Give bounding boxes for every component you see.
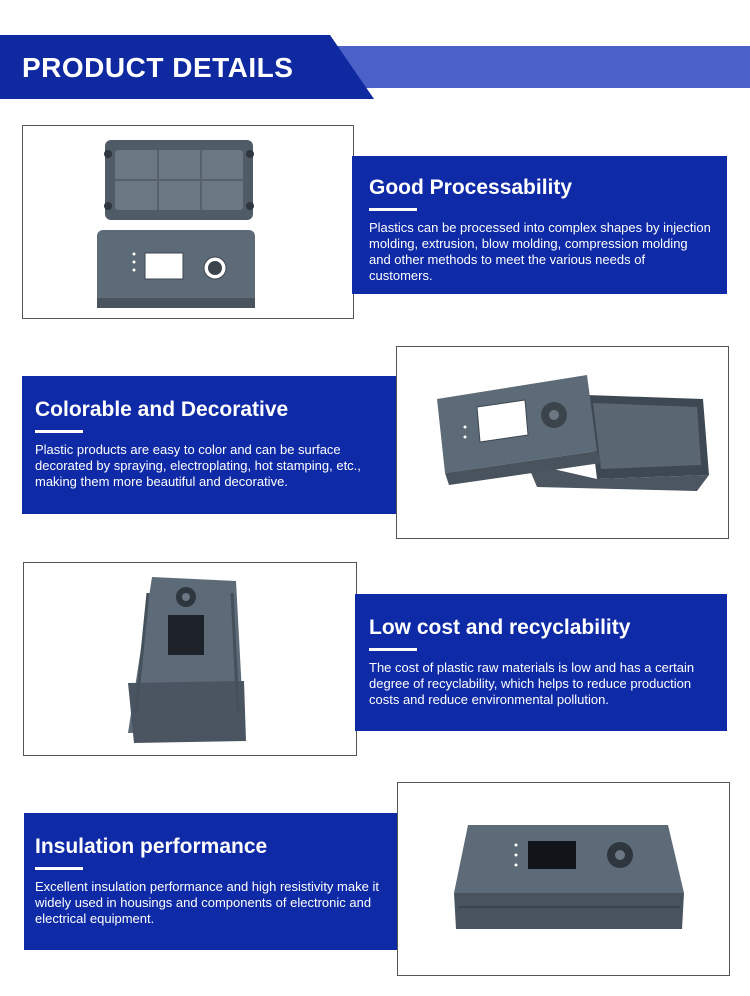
product-photo-open-enclosure (22, 125, 354, 319)
feature-description: Plastics can be processed into complex shapes by injection molding, extrusion, blow molding, compression molding and other methods to meet the various needs of customers. (369, 220, 711, 283)
title-underline (369, 208, 417, 211)
page-title: PRODUCT DETAILS (22, 52, 294, 83)
feature-card-low-cost (355, 594, 727, 731)
feature-description: Excellent insulation performance and high resistivity make it widely used in housings and components of electronic and electrical equipment. (35, 879, 379, 926)
title-underline (35, 430, 83, 433)
feature-card-insulation (24, 813, 397, 950)
product-photo-side-enclosure (23, 562, 357, 756)
product-photo-closed-enclosure (397, 782, 730, 976)
feature-title: Good Processability (369, 176, 573, 199)
product-photo-angled-enclosure (396, 346, 729, 539)
feature-description: Plastic products are easy to color and can be surface decorated by spraying, electroplating, hot stamping, etc., making them more beautiful and decorative. (35, 442, 361, 489)
title-underline (369, 648, 417, 651)
feature-title: Colorable and Decorative (35, 398, 289, 421)
title-underline (35, 867, 83, 870)
feature-title: Low cost and recyclability (369, 616, 631, 639)
feature-title: Insulation performance (35, 835, 268, 858)
feature-card-processability (352, 156, 727, 294)
feature-card-colorable (22, 376, 396, 514)
feature-description: The cost of plastic raw materials is low and has a certain degree of recyclability, which helps to reduce production costs and reduce environmental pollution. (369, 660, 695, 707)
